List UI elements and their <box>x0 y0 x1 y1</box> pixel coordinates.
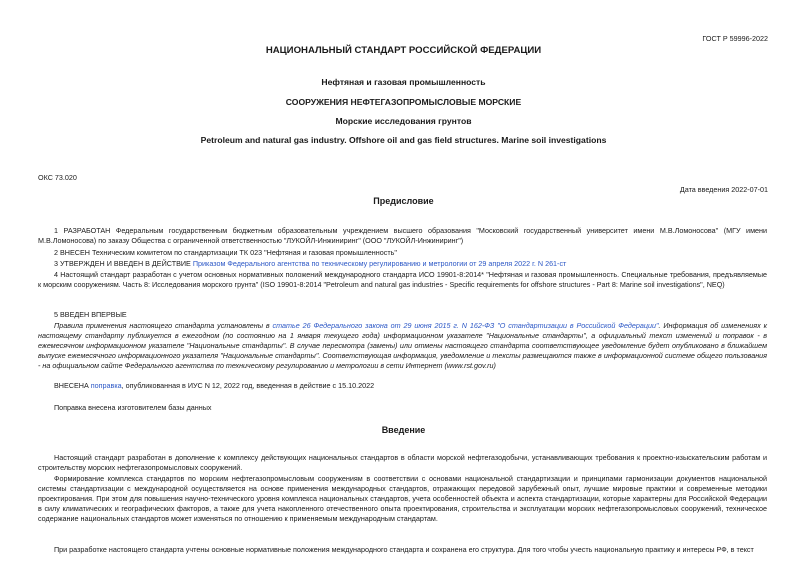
amendment-prefix: ВНЕСЕНА <box>54 381 91 390</box>
foreword-item-3-text: 3 УТВЕРЖДЕН И ВВЕДЕН В ДЕЙСТВИЕ <box>54 259 193 268</box>
rules-paragraph <box>38 321 767 371</box>
foreword-heading: Предисловие <box>373 196 434 206</box>
document-code: ГОСТ Р 59996-2022 <box>702 34 768 43</box>
intro-paragraph-2: Формирование комплекса стандартов по морским нефтегазопромысловым сооружениям в соответствии с основами национальной стандартизации и принципами гармонизации документов национальной системы стандартизации с международной осуществляется на основе применения международных стандартов, отражающих передовой зарубежный опыт, лучшие мировые практики и современные методики проектирования. При этом для повышения научно-технического уровня комплекса национальных стандартов, учета особенностей объекта и аспекта стандартизации, которые характерны для Российской Федерации в силу климатических и географических факторов, а также для учета накопленного отечественного опыта проектирования, строительства и эксплуатации морских нефтегазопромысловых сооружений, техническое содержание национальных стандартов может изменяться по отношению к применяемым международным стандартам. <box>38 474 767 523</box>
rules-text-prefix: Правила применения настоящего стандарта установлены в <box>54 321 273 330</box>
foreword-item-1: 1 РАЗРАБОТАН Федеральным государственным бюджетным образовательным учреждением высшего образования "Московский государственный университет имени М.В.Ломоносова" (МГУ имени М.В.Ломоносова) по заказу Общества с ограниченной ответственностью "ЛУКОЙЛ-Инжиниринг" (ООО "ЛУКОЙЛ-Инжиниринг") <box>38 226 767 245</box>
intro-paragraph-3: При разработке настоящего стандарта учтены основные нормативные положения международного стандарта и сохранена его структура. Для того чтобы учесть национальную практику и интересы РФ, в текст <box>54 545 754 554</box>
amendment-link[interactable]: поправка <box>90 381 122 390</box>
subject-title: СООРУЖЕНИЯ НЕФТЕГАЗОПРОМЫСЛОВЫЕ МОРСКИЕ <box>285 97 522 107</box>
industry-title: Нефтяная и газовая промышленность <box>321 77 486 87</box>
foreword-item-2: 2 ВНЕСЕН Техническим комитетом по стандартизации ТК 023 "Нефтяная и газовая промышленность" <box>54 248 397 257</box>
foreword-item-4: 4 Настоящий стандарт разработан с учетом основных нормативных положений международного стандарта ИСО 19901-8:2014* "Нефтяная и газовая промышленность. Специальные требования, предъявляемые к морским сооружениям. Часть 8: Исследования морского грунта" (ISO 19901-8:2014 "Petroleum and natural gas industries - Specific requirements for offshore structures - Part 8: Marine soil investigations", NEQ) <box>38 270 767 289</box>
intro-heading: Введение <box>381 425 426 435</box>
order-link[interactable]: Приказом Федерального агентства по техническому регулированию и метрологии от 29 апреля 2022 г. N 261-ст <box>192 259 567 268</box>
intro-date: Дата введения 2022-07-01 <box>679 185 768 194</box>
oks-code: ОКС 73.020 <box>38 173 77 182</box>
standard-title: НАЦИОНАЛЬНЫЙ СТАНДАРТ РОССИЙСКОЙ ФЕДЕРАЦИИ <box>265 45 542 56</box>
law-link[interactable]: статье 26 Федерального закона от 29 июня 2015 г. N 162-ФЗ "О стандартизации в Российской Федерации" <box>272 321 659 330</box>
foreword-item-3 <box>38 259 767 269</box>
amendment-line <box>38 381 767 391</box>
intro-paragraph-1: Настоящий стандарт разработан в дополнение к комплексу действующих национальных стандартов в области морской нефтегазодобычи, устанавливающих требования к проектно-изыскательским работам и строительству морских нефтегазопромысловых сооружений. <box>38 453 767 472</box>
rules-text-suffix: . Информация об изменениях к настоящему стандарту публикуется в ежегодном (по состоянию на 1 января текущего года) информационном указателе "Национальные стандарты", а официальный текст изменений и поправок - в ежемесячном информационном указателе "Национальные стандарты". В случае пересмотра (замены) или отмены настоящего стандарта соответствующее уведомление будет опубликовано в ближайшем выпуске ежемесячного информационного указателя "Национальные стандарты". Соответствующая информация, уведомление и тексты размещаются также в информационной системе общего пользования - на официальном сайте Федерального агентства по техническому регулированию и метрологии в сети Интернет (www.rst.gov.ru) <box>38 321 767 370</box>
foreword-item-5: 5 ВВЕДЕН ВПЕРВЫЕ <box>54 310 127 319</box>
amendment-suffix: , опубликованная в ИУС N 12, 2022 год, введенная в действие с 15.10.2022 <box>121 381 375 390</box>
english-title: Petroleum and natural gas industry. Offshore oil and gas field structures. Marine soil investigations <box>200 135 607 145</box>
subtitle: Морские исследования грунтов <box>335 116 472 126</box>
amendment-note: Поправка внесена изготовителем базы данных <box>54 403 212 412</box>
